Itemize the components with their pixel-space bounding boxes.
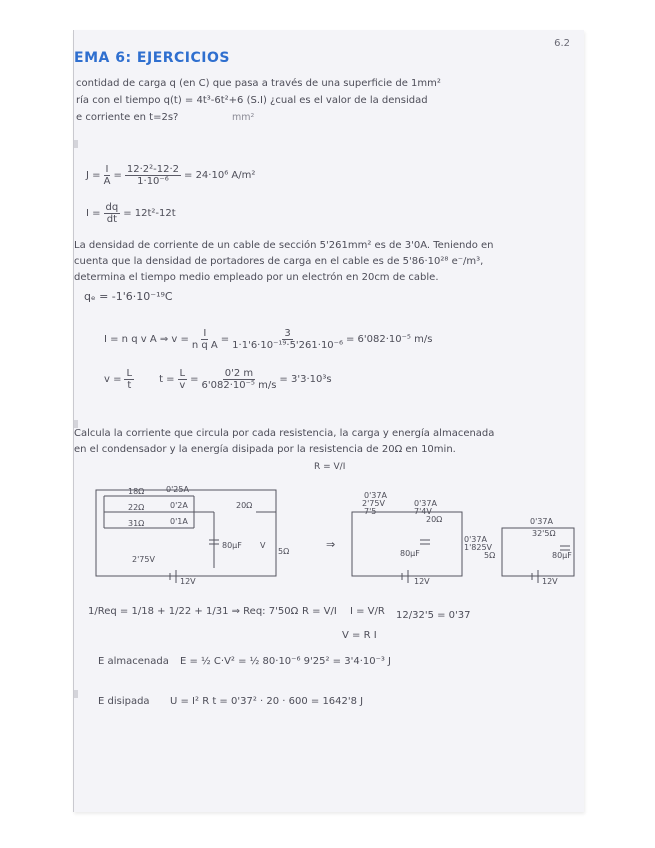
c1-cap: 80µF (222, 541, 242, 550)
stored-energy-expr: E = ½ C·V² = ½ 80·10⁻⁶ 9'25² = 3'4·10⁻³ J (180, 656, 392, 667)
c2-i1: 0'37A (364, 491, 387, 500)
eq-current: I = $\frac{dq}{dt}$ = 12t²-12t (86, 202, 176, 225)
problem1-line3: e corriente en t=2s? (76, 112, 179, 123)
margin-hole (74, 140, 78, 148)
eq-drift-velocity: I = n q v A ⇒ v = $\frac{I}{\text{n q A}}$ = $\frac{3}{\text{1·1'6·10⁻¹⁹·5'261·10⁻⁶}}$ = 6'082·10⁻⁵ m/s (104, 328, 433, 351)
eq-time: v = $\frac{L}{t}$ t = $\frac{L}{v}$ = $\frac{0'2 m}{\text{6'082·10⁻⁵ m/s}}$ = 3'3·10³s (104, 368, 332, 391)
c1-i31: 0'1A (170, 517, 188, 526)
eq-current-density: J = $\frac{I}{A}$ = $\frac{\text{12·2²-12·2}}{\text{1·10⁻⁶}}$ = 24·10⁶ A/m² (86, 164, 256, 187)
c1-r31: 31Ω (128, 519, 145, 528)
c1-r5: 5Ω (278, 547, 290, 556)
i-formula: I = V/R (350, 606, 385, 617)
notebook-sheet (73, 30, 584, 812)
problem2-line3: determina el tiempo medio empleado por un electrón en 20cm de cable. (74, 272, 439, 283)
margin-note: mm² (232, 112, 255, 123)
problem2-line1: La densidad de corriente de un cable de sección 5'261mm² es de 3'0A. Teniendo en (74, 240, 494, 251)
c1-r22: 22Ω (128, 503, 145, 512)
c1-r20: 20Ω (236, 501, 253, 510)
problem1-line1: contidad de carga q (en C) que pasa a través de una superficie de 1mm² (76, 78, 441, 89)
ohm-law-note: R = V/I (314, 462, 346, 472)
c1-battery: 12V (180, 577, 196, 586)
electron-charge: qₑ = -1'6·10⁻¹⁹C (84, 290, 173, 303)
r-formula: R = V/I (302, 606, 337, 617)
c3-battery: 12V (542, 577, 558, 586)
margin-hole (74, 690, 78, 698)
c1-i22: 0'2A (170, 501, 188, 510)
c2-v3: 1'825V (464, 543, 493, 552)
c3-i: 0'37A (530, 517, 553, 526)
c1-v: V (260, 541, 266, 550)
c2-r1: 7'5 (364, 507, 377, 516)
problem2-line2: cuenta que la densidad de portadores de carga en el cable es de 5'86·10²⁸ e⁻/m³, (74, 256, 484, 267)
page-number: 6.2 (554, 38, 570, 49)
c2-v1: 2'75V (362, 499, 385, 508)
stored-energy-label: E almacenada (98, 656, 169, 667)
v-formula: V = R I (342, 630, 377, 641)
c1-v275: 2'75V (132, 555, 155, 564)
c1-r18: 18Ω (128, 487, 145, 496)
c2-cap: 80µF (400, 549, 420, 558)
dissipated-energy-label: E disipada (98, 696, 150, 707)
c2-r2: 20Ω (426, 515, 443, 524)
c2-battery: 12V (414, 577, 430, 586)
problem3-line1: Calcula la corriente que circula por cada resistencia, la carga y energía almacenada (74, 428, 495, 439)
page-title: EMA 6: EJERCICIOS (74, 50, 230, 66)
c3-r: 32'5Ω (532, 529, 556, 538)
c2-i2: 0'37A (414, 499, 437, 508)
c1-i18: 0'25A (166, 485, 189, 494)
c2-v2: 7'4V (414, 507, 432, 516)
margin-hole (74, 420, 78, 428)
c2-r3: 5Ω (484, 551, 496, 560)
i-calc: 12/32'5 = 0'37 (396, 610, 471, 621)
req-eq: 1/Req = 1/18 + 1/22 + 1/31 ⇒ Req: 7'50Ω (88, 606, 299, 617)
dissipated-energy-expr: U = I² R t = 0'37² · 20 · 600 = 1642'8 J (170, 696, 364, 707)
c3-cap: 80µF (552, 551, 572, 560)
transform-arrow: ⇒ (326, 538, 336, 551)
circuit-diagrams (74, 468, 584, 588)
c2-i3: 0'37A (464, 535, 487, 544)
problem3-line2: en el condensador y la energía disipada por la resistencia de 20Ω en 10min. (74, 444, 456, 455)
problem1-line2: ría con el tiempo q(t) = 4t³-6t²+6 (S.I) ¿cual es el valor de la densidad (76, 95, 428, 106)
